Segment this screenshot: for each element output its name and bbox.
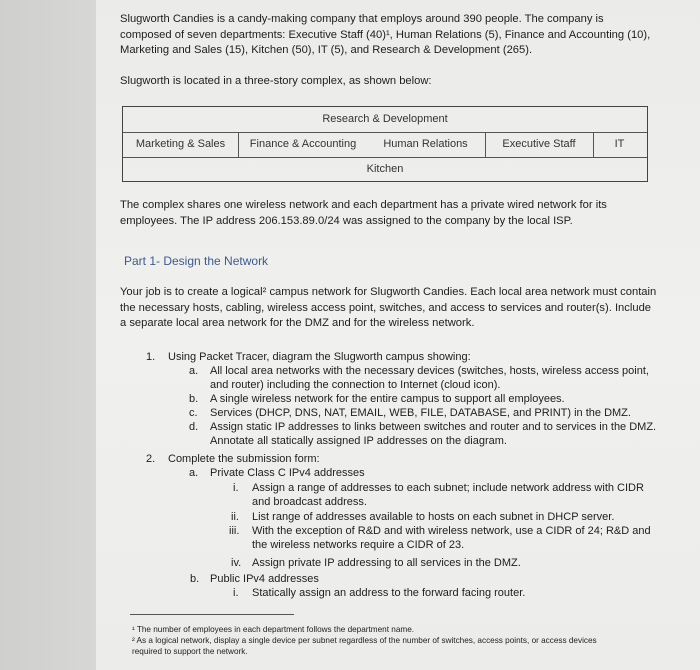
list-marker: ii. (231, 511, 239, 523)
list-item-1: Using Packet Tracer, diagram the Slugworth campus showing: (168, 351, 471, 363)
footnote-2: ² As a logical network, display a single device per subnet regardless of the number of switches, access points, or access devices (132, 636, 597, 645)
network-paragraph: The complex shares one wireless network and each department has a private wired network for its employees. The IP address 206.153.89.0/24 was assigned to the company by the local ISP. (120, 199, 607, 227)
dept-it: IT (614, 138, 625, 150)
list-item-2a-iii-cont: the wireless networks require a CIDR of 23. (252, 539, 465, 551)
list-marker: 2. (146, 453, 156, 465)
list-marker: i. (233, 482, 239, 494)
floor-bottom-kitchen: Kitchen (366, 163, 404, 175)
list-item-1b: A single wireless network for the entire campus to support all employees. (210, 393, 565, 405)
list-item-1d-cont: Annotate all statically assigned IP addresses on the diagram. (210, 435, 507, 447)
list-marker: c. (189, 407, 198, 419)
location-paragraph: Slugworth is located in a three-story complex, as shown below: (120, 75, 432, 87)
dept-marketing-sales: Marketing & Sales (135, 138, 226, 150)
list-marker: a. (189, 365, 199, 377)
list-marker: b. (190, 573, 200, 585)
list-marker: iii. (229, 525, 240, 537)
list-item-2a-iv: Assign private IP addressing to all services in the DMZ. (252, 557, 521, 569)
building-diagram (122, 106, 648, 182)
dept-executive-staff: Executive Staff (502, 138, 576, 150)
footnote-1: ¹ The number of employees in each department follows the department name. (132, 625, 415, 634)
list-item-2a-ii: List range of addresses available to hosts on each subnet in DHCP server. (252, 511, 615, 523)
footnote-divider (130, 614, 294, 615)
list-marker: a. (189, 467, 199, 479)
intro-paragraph: Slugworth Candies is a candy-making company that employs around 390 people. The company is composed of seven departments: Executive Staff (40)¹, Human Relations (5), Finance and Accounting (10), Marketing and Sales (15), Kitchen (50), IT (5), and Research & Development (265). (120, 13, 651, 56)
list-item-2b: Public IPv4 addresses (210, 573, 319, 585)
list-marker: b. (189, 393, 199, 405)
list-item-2: Complete the submission form: (168, 453, 320, 465)
list-item-1c: Services (DHCP, DNS, NAT, EMAIL, WEB, FILE, DATABASE, and PRINT) in the DMZ. (210, 407, 631, 419)
list-item-1a: All local area networks with the necessary devices (switches, hosts, wireless access point, (210, 365, 649, 377)
floor-top-research: Research & Development (322, 113, 448, 125)
list-item-1d: Assign static IP addresses to links between switches and router and to services in the DMZ. (210, 421, 657, 433)
list-item-2a-i-cont: and broadcast address. (252, 496, 367, 508)
part1-heading: Part 1- Design the Network (124, 254, 269, 268)
list-item-2a-i: Assign a range of addresses to each subnet; include network address with CIDR (252, 482, 644, 494)
list-marker: i. (233, 587, 239, 599)
list-item-1a-cont: and router) including the connection to Internet (cloud icon). (210, 379, 501, 391)
dept-human-relations: Human Relations (383, 138, 468, 150)
footnote-2-cont: required to support the network. (132, 647, 248, 656)
list-marker: 1. (146, 351, 156, 363)
list-item-2a-iii: With the exception of R&D and with wireless network, use a CIDR of 24; R&D and (252, 525, 651, 537)
dept-finance-accounting: Finance & Accounting (249, 138, 357, 150)
list-marker: iv. (231, 557, 242, 569)
list-marker: d. (189, 421, 199, 433)
list-item-2b-i: Statically assign an address to the forward facing router. (252, 587, 526, 599)
list-item-2a: Private Class C IPv4 addresses (210, 467, 365, 479)
job-paragraph: Your job is to create a logical² campus network for Slugworth Candies. Each local area network must contain the necessary hosts, cabling, wireless access point, switches, and access to services and router(s). Include a separate local area network for the DMZ and for the wireless network. (120, 286, 657, 329)
left-margin (0, 0, 96, 670)
